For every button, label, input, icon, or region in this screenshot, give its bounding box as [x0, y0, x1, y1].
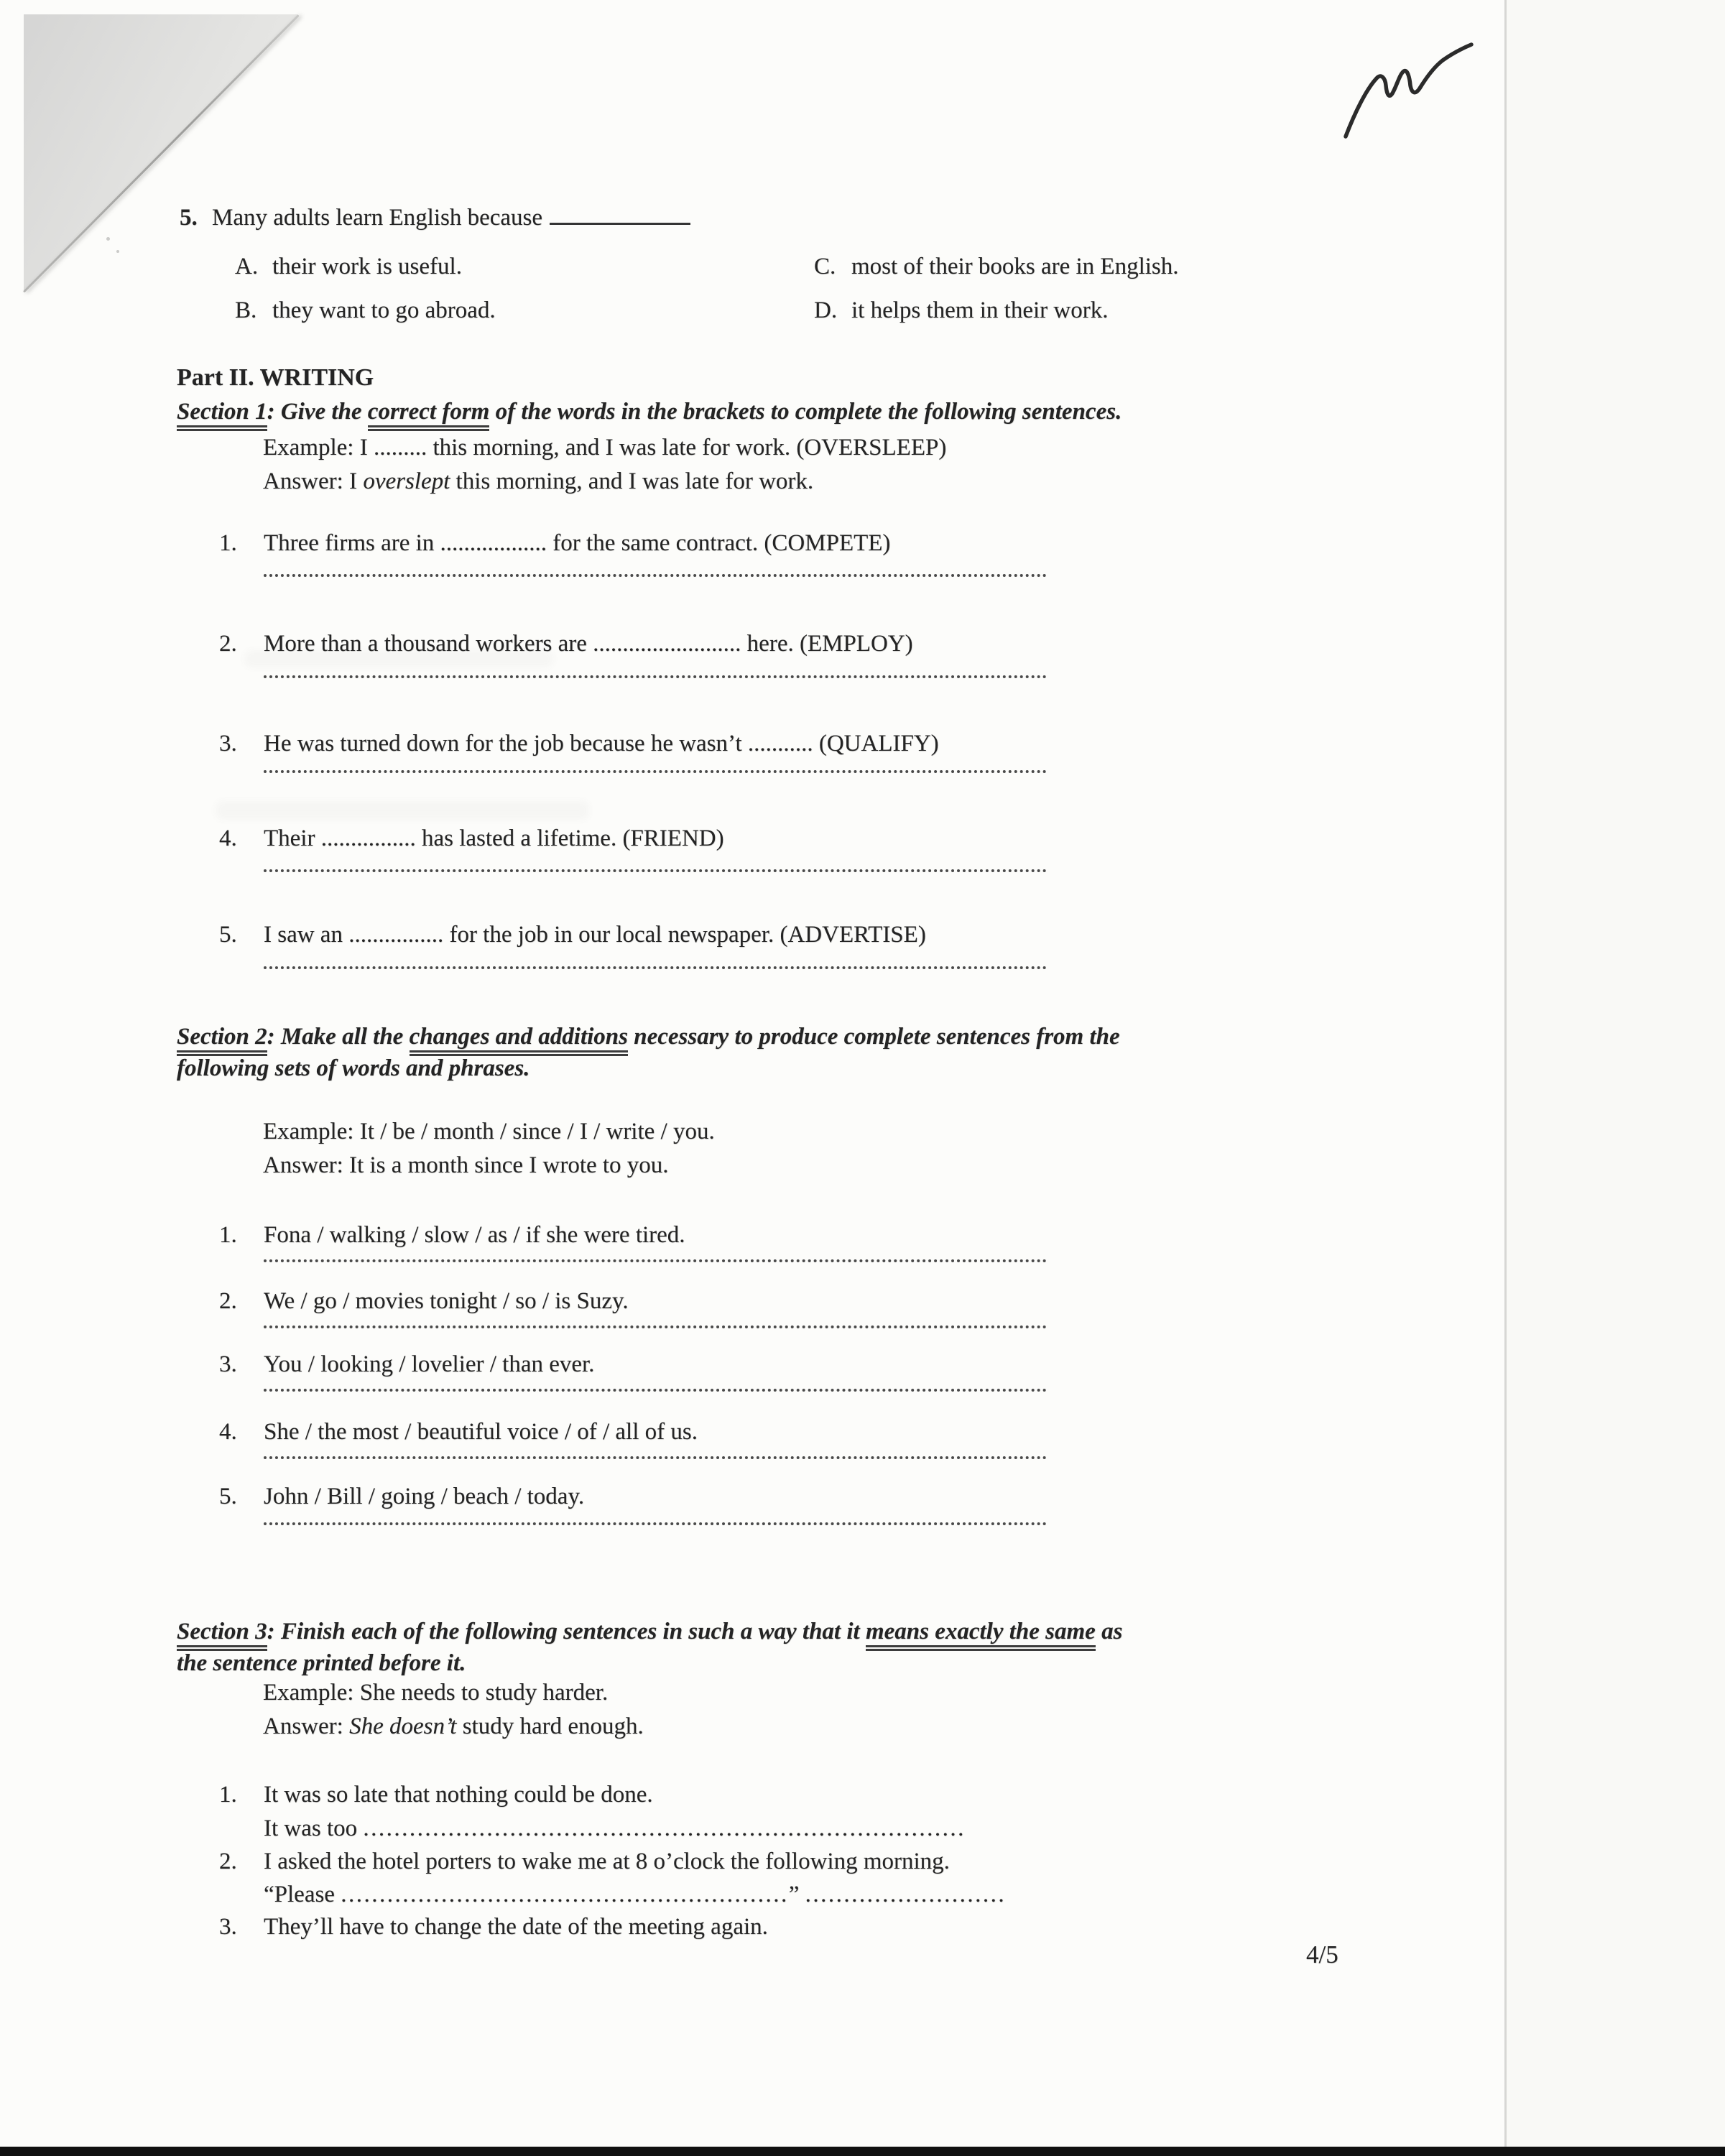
answer-line — [264, 1522, 1047, 1525]
option-A — [235, 253, 462, 282]
answer-blank-line — [550, 203, 690, 225]
scan-speck — [116, 250, 119, 253]
section-2-example: Example: It / be / month / since / I / write / you. — [263, 1119, 715, 1144]
part-2-title: Part II. WRITING — [177, 364, 374, 391]
scan-background-strip — [1507, 0, 1725, 2147]
section-1-answer: Answer: I overslept this morning, and I was late for work. — [263, 468, 814, 494]
section-3-key-phrase: means exactly the same — [866, 1619, 1096, 1651]
s3-item-3: 3. They’ll have to change the date of the meeting again. — [219, 1914, 768, 1940]
bleed-through-ghost — [216, 801, 589, 820]
answer-line — [264, 966, 1047, 969]
scan-speck — [106, 237, 110, 241]
option-D — [814, 297, 1108, 325]
s1-item-2: 2. More than a thousand workers are ......................... here. (EMPLOY) — [219, 631, 913, 657]
s2-item-5: 5. John / Bill / going / beach / today. — [219, 1484, 585, 1509]
s1-item-4: 4. Their ................ has lasted a lifetime. (FRIEND) — [219, 825, 724, 851]
section-2-answer: Answer: It is a month since I wrote to you. — [263, 1152, 669, 1178]
scan-bottom-bar — [0, 2147, 1725, 2156]
s2-item-1: 1. Fona / walking / slow / as / if she were tired. — [219, 1222, 685, 1248]
s3-item-2-completion: “Please ..........................................................” .......................... — [264, 1882, 1007, 1907]
option-C — [814, 253, 1179, 282]
answer-line — [264, 770, 1047, 773]
answer-line — [264, 1389, 1047, 1392]
option-text: most of their books are in English. — [851, 254, 1179, 279]
s1-item-1: 1. Three firms are in .................. for the same contract. (COMPETE) — [219, 530, 891, 556]
section-2-heading-line-2: following sets of words and phrases. — [177, 1055, 530, 1081]
s3-item-1: 1. It was so late that nothing could be done. — [219, 1782, 653, 1808]
dotted-leader: .............................................................................. — [363, 1815, 966, 1841]
section-2-key-phrase: changes and additions — [410, 1024, 628, 1056]
s1-item-5: 5. I saw an ................ for the job in our local newspaper. (ADVERTISE) — [219, 922, 926, 948]
answer-line — [264, 574, 1047, 577]
section-1-key-phrase: correct form — [368, 399, 490, 431]
option-text: their work is useful. — [272, 254, 462, 279]
section-3-heading-line-1: Section 3: Finish each of the following sentences in such a way that it means exactly the same as — [177, 1618, 1122, 1647]
answer-line — [264, 1325, 1047, 1328]
answer-line — [264, 675, 1047, 678]
option-label: C. — [814, 254, 836, 279]
s2-item-4: 4. She / the most / beautiful voice / of / all of us. — [219, 1419, 698, 1445]
dotted-leader: .......................... — [805, 1882, 1007, 1907]
section-1-heading: Section 1: Give the correct form of the words in the brackets to complete the following sentences. — [177, 398, 1122, 427]
handwritten-pen-mark — [1335, 36, 1482, 147]
question-text: Many adults learn English because — [212, 205, 543, 231]
dotted-leader: .......................................................... — [341, 1882, 789, 1907]
section-1-example: Example: I ......... this morning, and I was late for work. (OVERSLEEP) — [263, 435, 947, 461]
section-3-label: Section 3 — [177, 1619, 267, 1651]
question-number: 5. — [180, 205, 198, 231]
option-label: D. — [814, 297, 838, 323]
scan-edge-line — [1504, 0, 1507, 2147]
section-3-heading-line-2: the sentence printed before it. — [177, 1650, 466, 1676]
s2-item-2: 2. We / go / movies tonight / so / is Suzy. — [219, 1288, 629, 1314]
option-B — [235, 297, 496, 325]
section-2-label: Section 2 — [177, 1024, 267, 1056]
option-text: it helps them in their work. — [851, 297, 1109, 323]
s2-item-3: 3. You / looking / lovelier / than ever. — [219, 1351, 595, 1377]
answer-line — [264, 869, 1047, 872]
question-5-stem — [180, 203, 690, 233]
option-label: B. — [235, 297, 257, 323]
section-3-answer: Answer: She doesn’t study hard enough. — [263, 1713, 644, 1739]
page-number: 4/5 — [1306, 1940, 1338, 1968]
s1-item-3: 3. He was turned down for the job because he wasn’t ........... (QUALIFY) — [219, 731, 939, 757]
s3-item-2: 2. I asked the hotel porters to wake me at 8 o’clock the following morning. — [219, 1849, 950, 1874]
section-1-label: Section 1 — [177, 399, 267, 431]
answer-line — [264, 1259, 1047, 1262]
option-text: they want to go abroad. — [272, 297, 496, 323]
section-3-example: Example: She needs to study harder. — [263, 1680, 609, 1706]
option-label: A. — [235, 254, 259, 279]
s3-item-1-completion: It was too .............................................................................. — [264, 1815, 966, 1841]
answer-line — [264, 1456, 1047, 1459]
section-2-heading-line-1: Section 2: Make all the changes and additions necessary to produce complete sentences from the — [177, 1023, 1120, 1052]
